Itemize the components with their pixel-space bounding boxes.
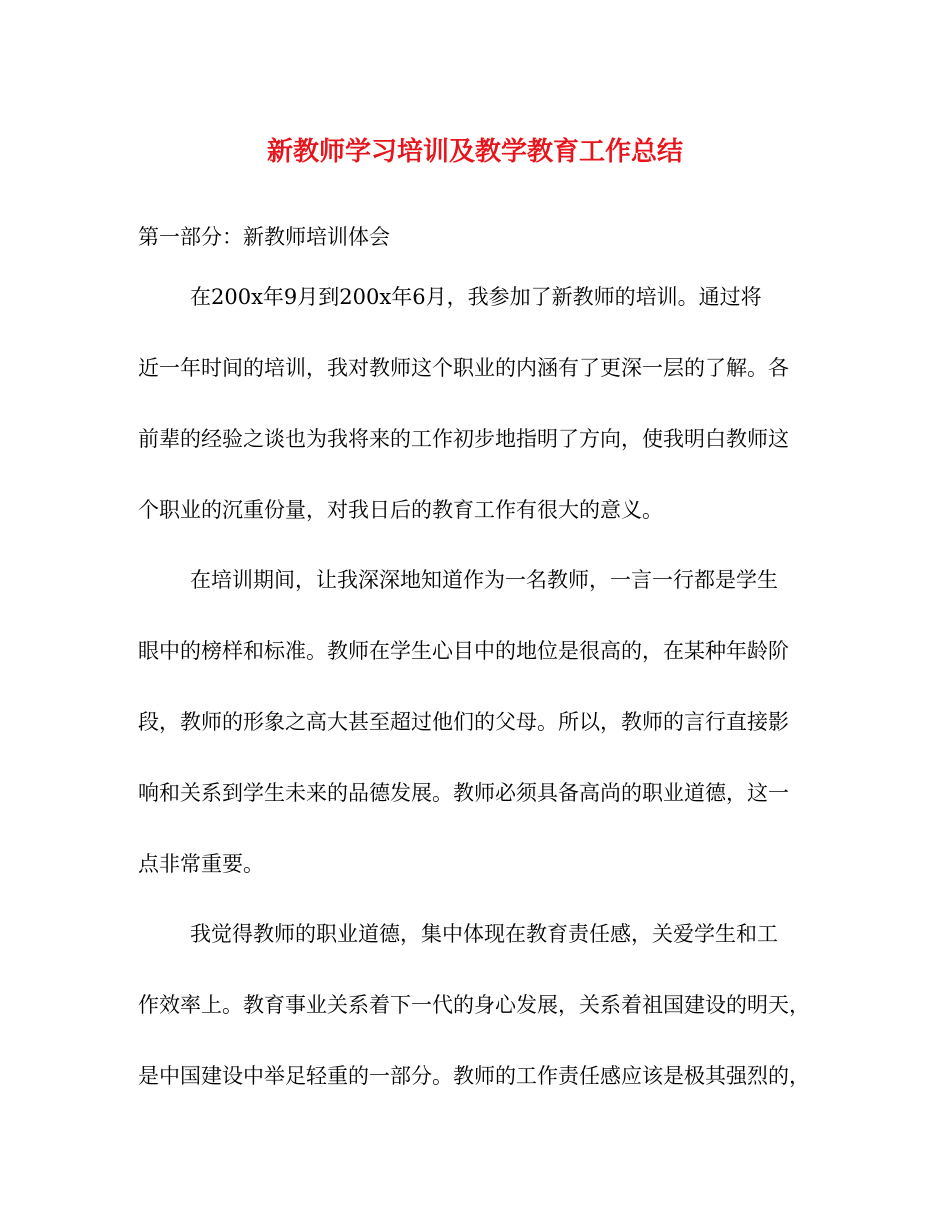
paragraph-line: 段，教师的形象之高大甚至超过他们的父母。所以，教师的言行直接影 [138, 710, 789, 734]
paragraph-line: 点非常重要。 [138, 852, 264, 876]
paragraph-line: 作效率上。教育事业关系着下一代的身心发展，关系着祖国建设的明天， [138, 993, 810, 1017]
paragraph-line: 是中国建设中举足轻重的一部分。教师的工作责任感应该是极其强烈的， [138, 1064, 810, 1088]
paragraph-line: 在培训期间，让我深深地知道作为一名教师，一言一行都是学生 [190, 568, 778, 592]
document-title: 新教师学习培训及教学教育工作总结 [266, 137, 683, 167]
paragraph-line: 前辈的经验之谈也为我将来的工作初步地指明了方向，使我明白教师这 [138, 427, 789, 451]
paragraph-line: 近一年时间的培训，我对教师这个职业的内涵有了更深一层的了解。各 [138, 356, 789, 380]
paragraph-line: 响和关系到学生未来的品德发展。教师必须具备高尚的职业道德，这一 [138, 781, 789, 805]
paragraph-line: 在200x年9月到200x年6月，我参加了新教师的培训。通过将 [190, 285, 762, 309]
section-heading: 第一部分：新教师培训体会 [138, 225, 390, 249]
paragraph-line: 眼中的榜样和标准。教师在学生心目中的地位是很高的，在某种年龄阶 [138, 639, 789, 663]
paragraph-line: 我觉得教师的职业道德，集中体现在教育责任感，关爱学生和工 [190, 922, 778, 946]
paragraph-line: 个职业的沉重份量，对我日后的教育工作有很大的意义。 [138, 498, 663, 522]
